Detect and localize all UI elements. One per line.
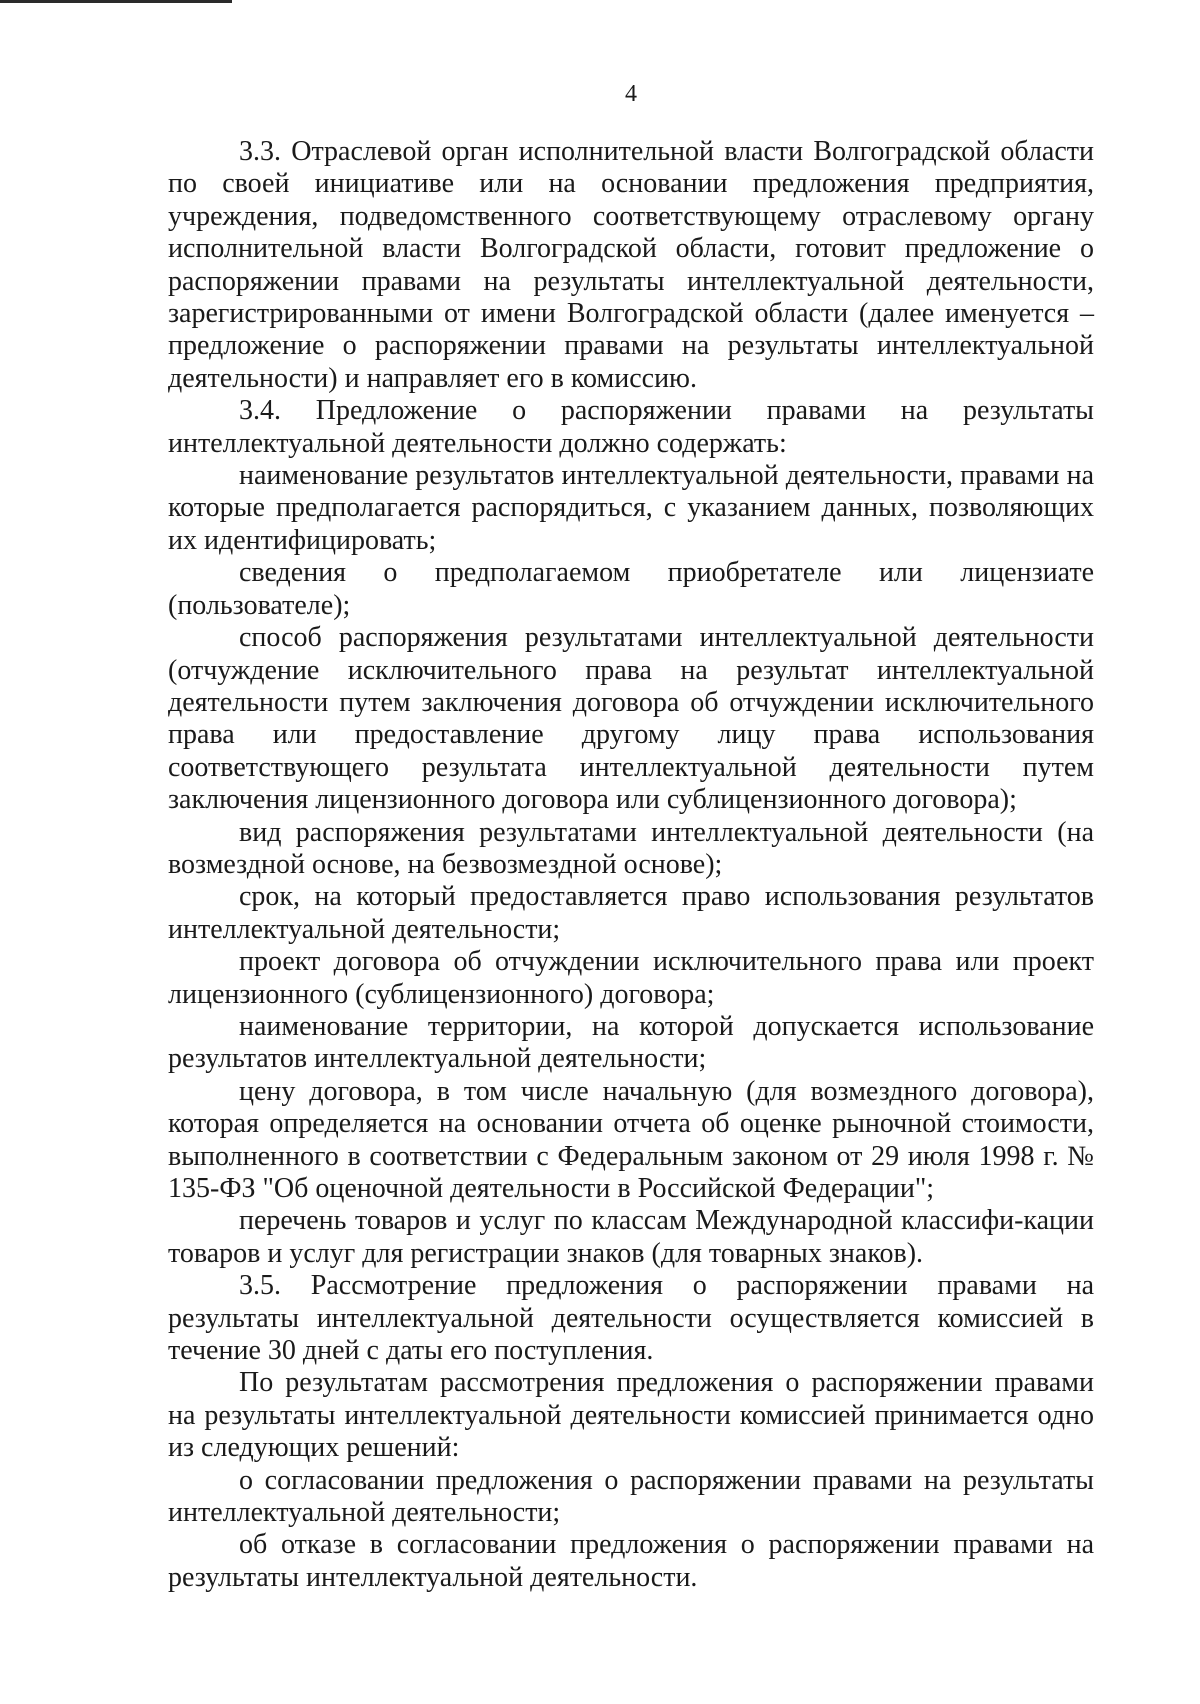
paragraph-3-3: 3.3. Отраслевой орган исполнительной власти Волгоградской области по своей инициативе или на основании предложения предприятия, учреждения, подведомственного соответствующему отраслевому органу исполнительной власти Волгоградской области, готовит предложение о распоряжении правами на результаты интеллектуальной деятельности, зарегистрированными от имени Волгоградской области (далее именуется – предложение о распоряжении правами на результаты интеллектуальной деятельности) и направляет его в комиссию. xyxy=(168,136,1094,394)
paragraph-3-5: 3.5. Рассмотрение предложения о распоряжении правами на результаты интеллектуальной деятельности осуществляется комиссией в течение 30 дней с даты его поступления. xyxy=(168,1270,1094,1367)
list-item-method: способ распоряжения результатами интеллектуальной деятельности (отчуждение исключительного права на результат интеллектуальной деятельности путем заключения договора об отчуждении исключительного права или предоставление другому лицу права использования соответствующего результата интеллектуальной деятельности путем заключения лицензионного договора или сублицензионного договора); xyxy=(168,622,1094,816)
list-item-name: наименование результатов интеллектуальной деятельности, правами на которые предполагается распорядиться, с указанием данных, позволяющих их идентифицировать; xyxy=(168,460,1094,556)
decision-refuse: об отказе в согласовании предложения о распоряжении правами на результаты интеллектуальной деятельности. xyxy=(168,1529,1094,1593)
page-number: 4 xyxy=(625,81,637,107)
document-body xyxy=(168,136,1094,1594)
list-item-goods-services: перечень товаров и услуг по классам Международной классифи-кации товаров и услуг для регистрации знаков (для товарных знаков). xyxy=(168,1205,1094,1269)
list-item-kind: вид распоряжения результатами интеллектуальной деятельности (на возмездной основе, на безвозмездной основе); xyxy=(168,816,1094,880)
paragraph-decisions: По результатам рассмотрения предложения о распоряжении правами на результаты интеллектуальной деятельности комиссией принимается одно из следующих решений: xyxy=(168,1367,1094,1464)
paragraph-3-4: 3.4. Предложение о распоряжении правами на результаты интеллектуальной деятельности должно содержать: xyxy=(168,395,1094,459)
decision-approve: о согласовании предложения о распоряжении правами на результаты интеллектуальной деятельности; xyxy=(168,1464,1094,1529)
list-item-acquirer: сведения о предполагаемом приобретателе или лицензиате (пользователе); xyxy=(168,557,1094,621)
list-item-price: цену договора, в том числе начальную (для возмездного договора), которая определяется на основании отчета об оценке рыночной стоимости, выполненного в соответствии с Федеральным законом от 29 июля 1998 г. № 135-ФЗ "Об оценочной деятельности в Российской Федерации"; xyxy=(168,1075,1094,1204)
list-item-territory: наименование территории, на которой допускается использование результатов интеллектуальной деятельности; xyxy=(168,1010,1094,1075)
list-item-contract-draft: проект договора об отчуждении исключительного права или проект лицензионного (сублицензионного) договора; xyxy=(168,946,1094,1010)
scan-edge-mark xyxy=(0,0,232,3)
list-item-term: срок, на который предоставляется право использования результатов интеллектуальной деятельности; xyxy=(168,881,1094,945)
